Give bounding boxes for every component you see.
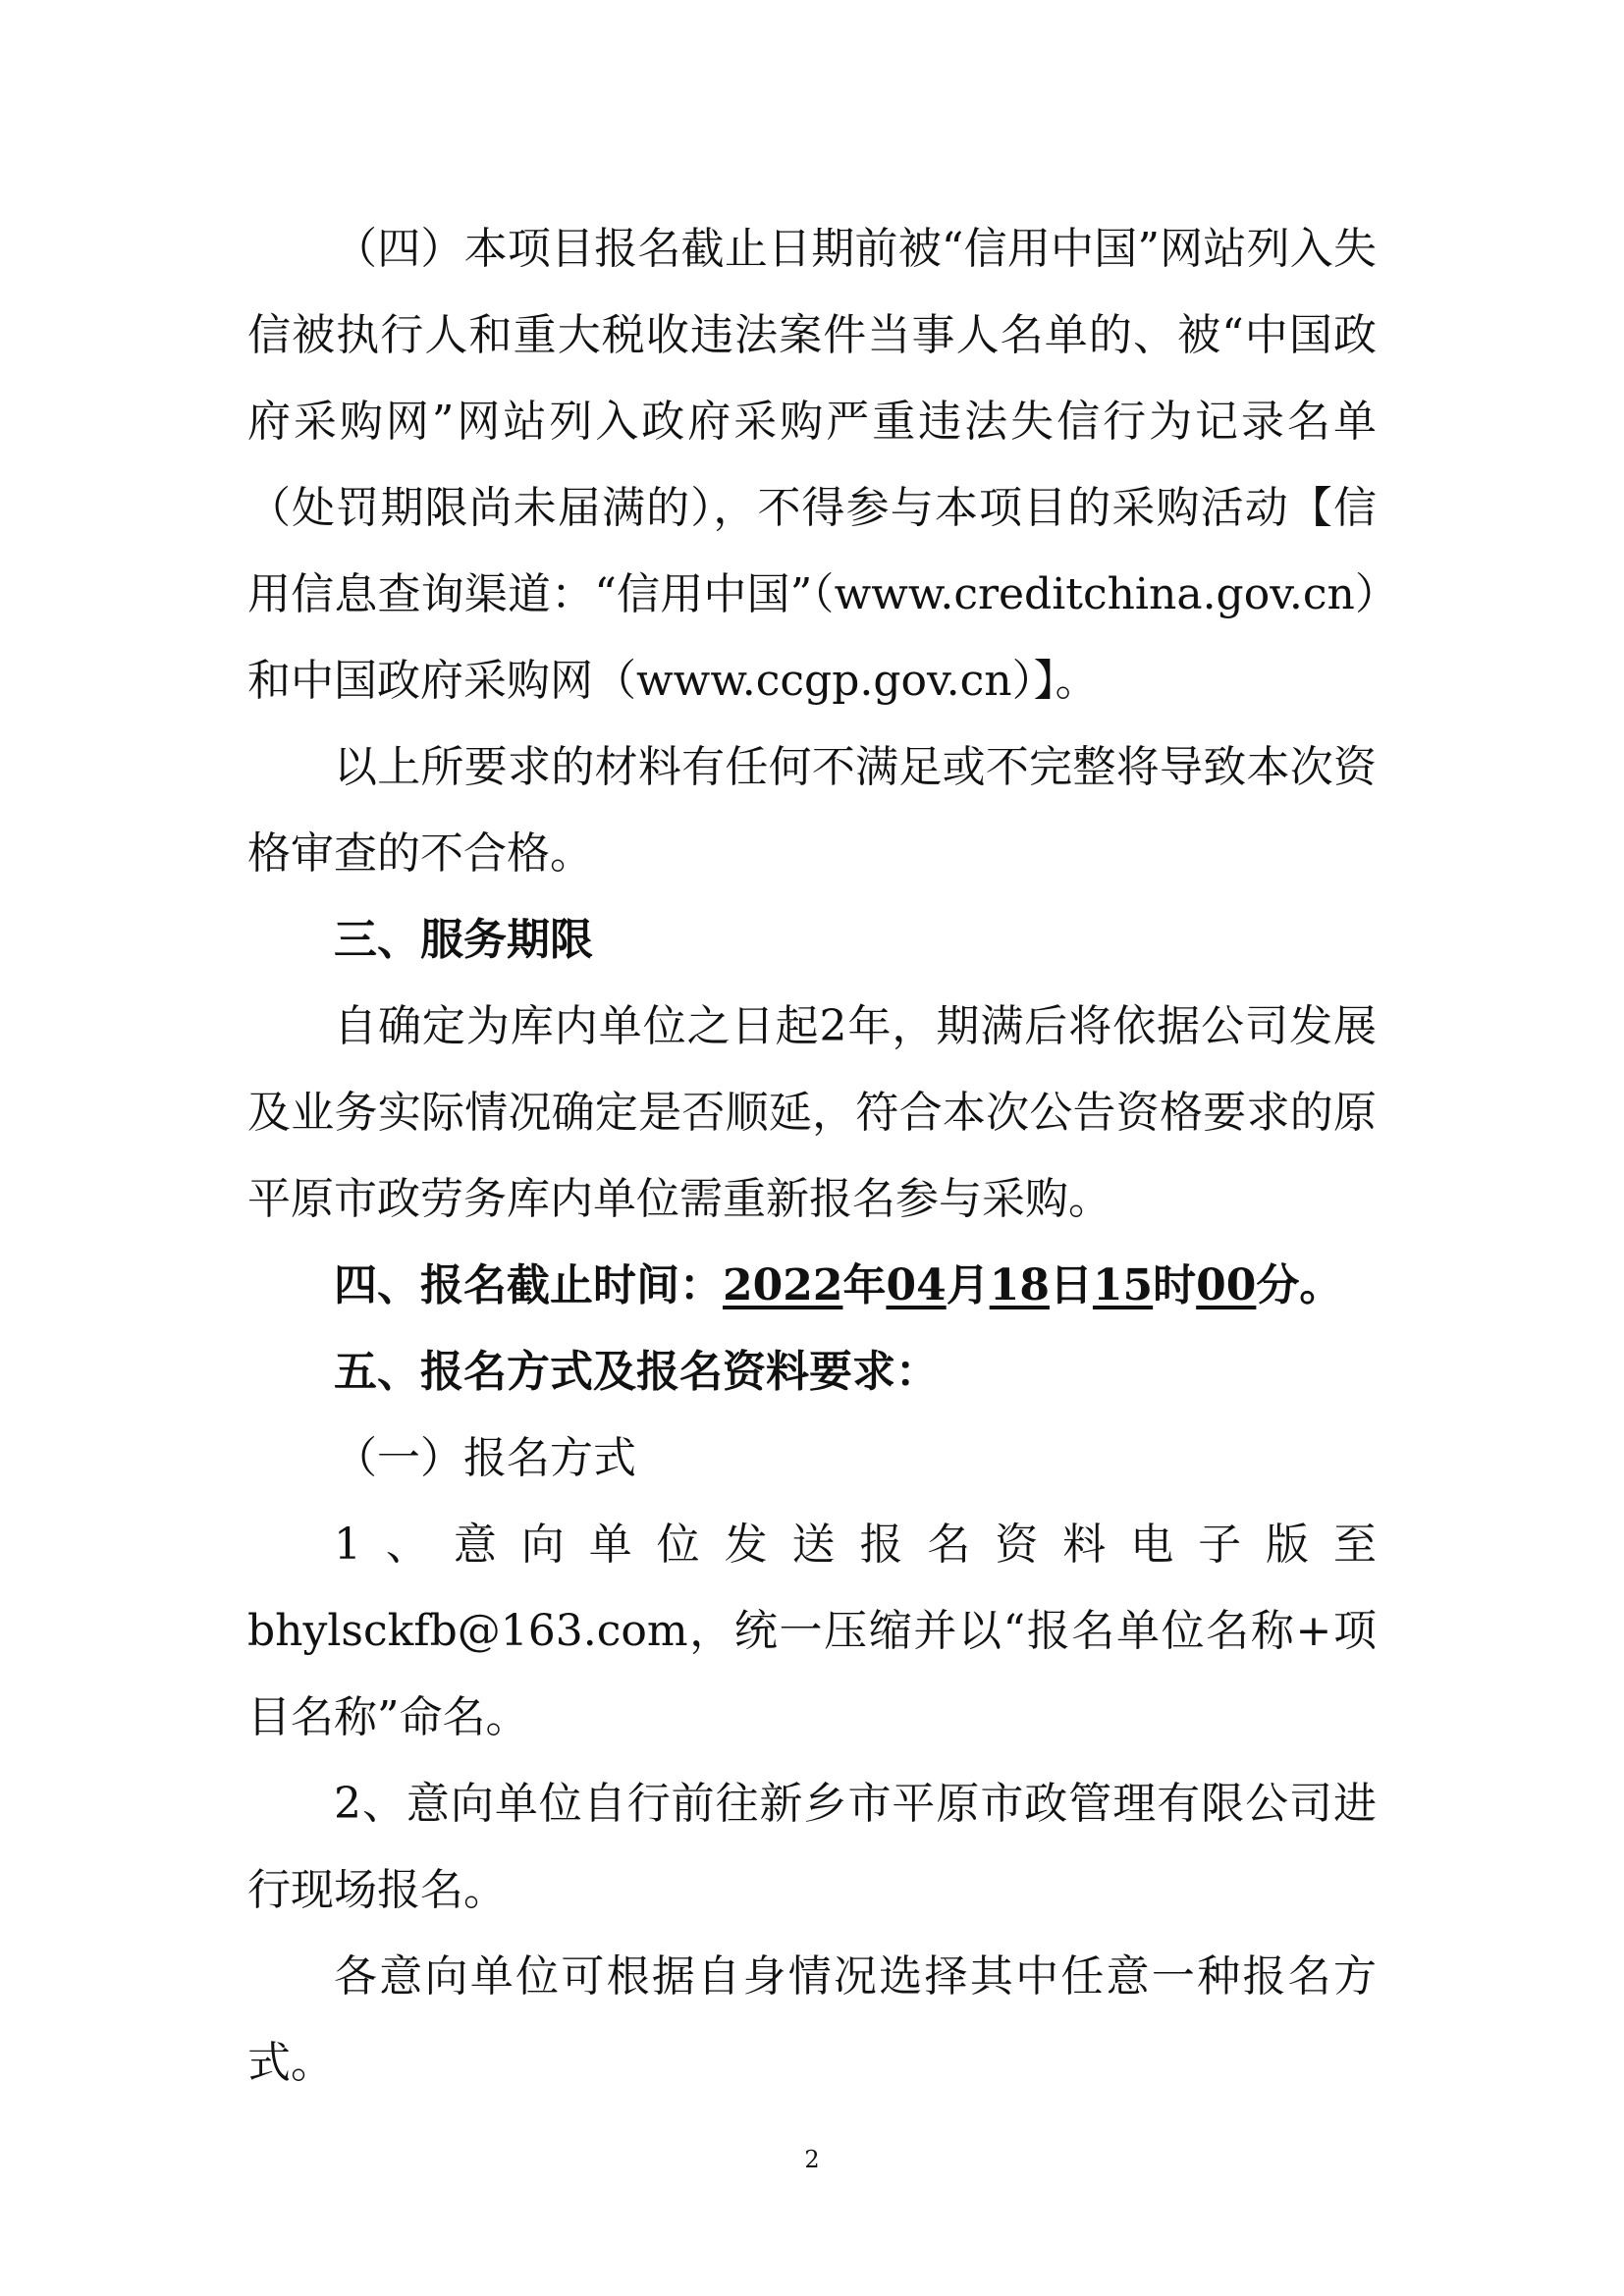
deadline-year-unit: 年 xyxy=(842,1260,887,1310)
deadline-day-unit: 日 xyxy=(1049,1260,1093,1310)
document-body xyxy=(247,206,1377,2107)
deadline-year: 2022 xyxy=(723,1260,843,1310)
paragraph-onsite-registration: 2、意向单位自行前往新乡市平原市政管理有限公司进行现场报名。 xyxy=(247,1779,1377,1915)
deadline-minute: 00 xyxy=(1196,1260,1257,1310)
heading-registration-method: 五、报名方式及报名资料要求： xyxy=(334,1347,939,1397)
heading-registration-deadline xyxy=(247,1243,1377,1329)
paragraph-service-period: 自确定为库内单位之日起2年，期满后将依据公司发展及业务实际情况确定是否顺延，符合本次公告资格要求的原平原市政劳务库内单位需重新报名参与采购。 xyxy=(247,1001,1377,1224)
paragraph-choose-method: 各意向单位可根据自身情况选择其中任意一种报名方式。 xyxy=(247,1951,1377,2088)
deadline-hour-unit: 时 xyxy=(1153,1260,1197,1310)
deadline-prefix: 四、报名截止时间： xyxy=(334,1260,723,1310)
deadline-day: 18 xyxy=(989,1260,1050,1310)
deadline-minute-unit: 分。 xyxy=(1256,1260,1343,1310)
paragraph-credit-check: （四）本项目报名截止日期前被“信用中国”网站列入失信被执行人和重大税收违法案件当事人名单的、被“中国政府采购网”网站列入政府采购严重违法失信行为记录名单（处罚期限尚未届满的），不得参与本项目的采购活动【信用信息查询渠道：“信用中国”（www.creditchina.gov.cn）和中国政府采购网（www.ccgp.gov.cn）】。 xyxy=(247,224,1377,706)
heading-service-period: 三、服务期限 xyxy=(334,915,593,965)
deadline-month: 04 xyxy=(886,1260,947,1310)
deadline-hour: 15 xyxy=(1092,1260,1154,1310)
paragraph-material-requirement: 以上所要求的材料有任何不满足或不完整将导致本次资格审查的不合格。 xyxy=(247,742,1377,879)
paragraph-email-registration: 1、意向单位发送报名资料电子版至bhylsckfb@163.com，统一压缩并以“报名单位名称+项目名称”命名。 xyxy=(247,1520,1377,1742)
subheading-registration-method: （一）报名方式 xyxy=(334,1433,636,1483)
page-number: 2 xyxy=(804,2146,820,2173)
deadline-month-unit: 月 xyxy=(946,1260,990,1310)
